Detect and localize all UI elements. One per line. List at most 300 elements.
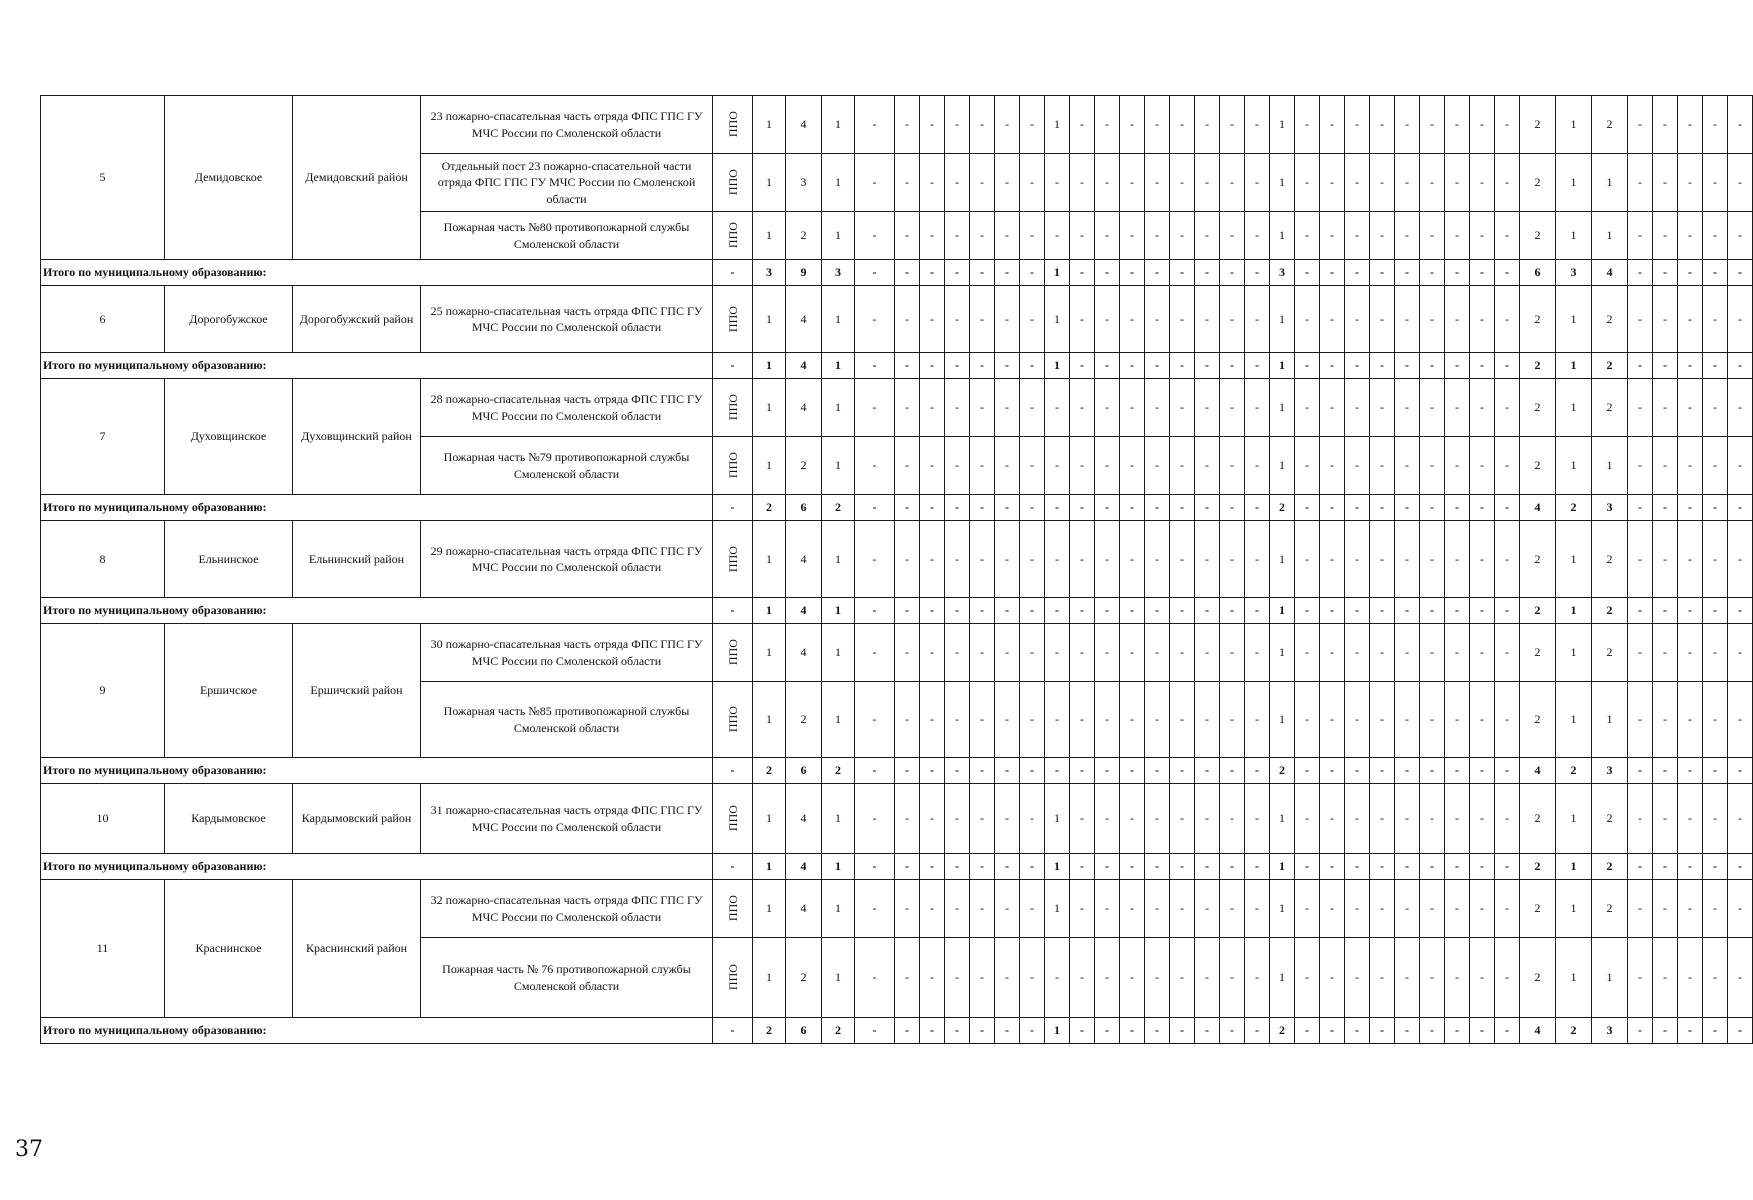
value-cell: - <box>995 521 1020 598</box>
total-value-cell: - <box>1120 1018 1145 1044</box>
value-cell: - <box>1395 437 1420 495</box>
value-cell: 2 <box>1592 521 1628 598</box>
value-cell: - <box>1370 624 1395 682</box>
total-value-cell: 2 <box>1592 854 1628 880</box>
value-cell: 1 <box>1556 682 1592 758</box>
total-value-cell: 4 <box>786 598 822 624</box>
total-value-cell: 2 <box>1520 353 1556 379</box>
value-cell: - <box>1320 938 1345 1018</box>
total-value-cell: - <box>1420 260 1445 286</box>
total-value-cell: - <box>1678 260 1703 286</box>
value-cell: - <box>1320 521 1345 598</box>
value-cell: - <box>1045 624 1070 682</box>
value-cell: - <box>1195 96 1220 154</box>
value-cell: - <box>1495 154 1520 212</box>
value-cell: - <box>1195 521 1220 598</box>
value-cell: - <box>1470 286 1495 353</box>
total-value-cell: 6 <box>786 495 822 521</box>
value-cell: - <box>1070 784 1095 854</box>
value-cell: - <box>1145 96 1170 154</box>
value-cell: - <box>995 784 1020 854</box>
unit-name: Пожарная часть №80 противопожарной службы Смоленской области <box>421 212 713 260</box>
total-value-cell: - <box>1345 1018 1370 1044</box>
value-cell: - <box>1170 624 1195 682</box>
value-cell: - <box>1120 286 1145 353</box>
total-value-cell: - <box>1345 260 1370 286</box>
value-cell: - <box>1095 880 1120 938</box>
total-value-cell: - <box>1220 854 1245 880</box>
value-cell: - <box>1220 624 1245 682</box>
value-cell: - <box>1678 96 1703 154</box>
value-cell: - <box>920 212 945 260</box>
value-cell: - <box>1320 379 1345 437</box>
value-cell: - <box>1145 286 1170 353</box>
value-cell: - <box>1170 880 1195 938</box>
total-value-cell: - <box>1195 854 1220 880</box>
total-value-cell: - <box>855 758 895 784</box>
value-cell: - <box>995 437 1020 495</box>
unit-type <box>713 938 753 1018</box>
value-cell: - <box>945 286 970 353</box>
value-cell: - <box>1703 379 1728 437</box>
total-value-cell: - <box>1495 495 1520 521</box>
total-value-cell: 1 <box>1045 1018 1070 1044</box>
value-cell: - <box>895 784 920 854</box>
value-cell: - <box>1470 154 1495 212</box>
value-cell: 1 <box>753 286 786 353</box>
page-number-handwritten: 37 <box>15 1137 43 1162</box>
value-cell: - <box>895 521 920 598</box>
total-value-cell: - <box>1220 260 1245 286</box>
total-value-cell: - <box>1145 854 1170 880</box>
total-label: Итого по муниципальному образованию: <box>41 353 713 379</box>
value-cell: - <box>1470 624 1495 682</box>
total-value-cell: - <box>713 758 753 784</box>
value-cell: - <box>1020 154 1045 212</box>
total-value-cell: - <box>1320 598 1345 624</box>
value-cell: - <box>1628 286 1653 353</box>
total-value-cell: - <box>970 353 995 379</box>
value-cell: - <box>1220 880 1245 938</box>
value-cell: - <box>1728 521 1753 598</box>
total-label: Итого по муниципальному образованию: <box>41 758 713 784</box>
total-value-cell: - <box>895 758 920 784</box>
value-cell: - <box>1170 286 1195 353</box>
unit-name: 25 пожарно-спасательная часть отряда ФПС ГПС ГУ МЧС России по Смоленской области <box>421 286 713 353</box>
value-cell: - <box>1195 682 1220 758</box>
total-value-cell: - <box>1145 495 1170 521</box>
total-value-cell: - <box>1120 495 1145 521</box>
value-cell: 1 <box>822 521 855 598</box>
value-cell: - <box>895 212 920 260</box>
total-value-cell: - <box>1420 758 1445 784</box>
row-number: 9 <box>41 624 165 758</box>
value-cell: - <box>855 521 895 598</box>
total-value-cell: - <box>1195 598 1220 624</box>
total-value-cell: 2 <box>822 758 855 784</box>
value-cell: - <box>1195 286 1220 353</box>
value-cell: - <box>945 682 970 758</box>
unit-type-label: ППО <box>725 805 740 832</box>
total-value-cell: - <box>1678 495 1703 521</box>
unit-type-label: ППО <box>725 394 740 421</box>
value-cell: 2 <box>1592 784 1628 854</box>
value-cell: - <box>1420 212 1445 260</box>
row-number: 11 <box>41 880 165 1018</box>
value-cell: - <box>1295 624 1320 682</box>
value-cell: - <box>1678 437 1703 495</box>
value-cell: - <box>1170 212 1195 260</box>
total-value-cell: - <box>1145 758 1170 784</box>
value-cell: - <box>1070 521 1095 598</box>
total-value-cell: - <box>970 260 995 286</box>
value-cell: - <box>1395 624 1420 682</box>
value-cell: - <box>1170 682 1195 758</box>
value-cell: - <box>1420 437 1445 495</box>
total-value-cell: - <box>1395 758 1420 784</box>
unit-name: Пожарная часть №85 противопожарной службы Смоленской области <box>421 682 713 758</box>
total-value-cell: - <box>1470 1018 1495 1044</box>
total-value-cell: - <box>1195 1018 1220 1044</box>
total-value-cell: - <box>1445 260 1470 286</box>
value-cell: - <box>1345 212 1370 260</box>
value-cell: 2 <box>1520 682 1556 758</box>
value-cell: - <box>855 96 895 154</box>
value-cell: - <box>1678 624 1703 682</box>
value-cell: - <box>1245 437 1270 495</box>
total-value-cell: 1 <box>1556 854 1592 880</box>
value-cell: 1 <box>753 379 786 437</box>
total-value-cell: 1 <box>753 854 786 880</box>
value-cell: - <box>1370 938 1395 1018</box>
row-number: 8 <box>41 521 165 598</box>
total-value-cell: - <box>945 260 970 286</box>
value-cell: - <box>1470 938 1495 1018</box>
value-cell: - <box>1495 624 1520 682</box>
value-cell: - <box>855 624 895 682</box>
total-value-cell: - <box>920 854 945 880</box>
total-value-cell: - <box>1470 495 1495 521</box>
value-cell: - <box>1728 784 1753 854</box>
value-cell: 1 <box>753 880 786 938</box>
value-cell: - <box>945 880 970 938</box>
unit-type-label: ППО <box>725 169 740 196</box>
value-cell: - <box>1420 521 1445 598</box>
value-cell: 4 <box>786 784 822 854</box>
value-cell: - <box>1678 880 1703 938</box>
total-value-cell: - <box>895 260 920 286</box>
value-cell: 1 <box>1270 784 1295 854</box>
value-cell: - <box>895 379 920 437</box>
value-cell: 1 <box>1592 682 1628 758</box>
value-cell: 1 <box>753 624 786 682</box>
total-value-cell: 2 <box>753 495 786 521</box>
value-cell: - <box>945 624 970 682</box>
total-value-cell: - <box>1470 758 1495 784</box>
total-value-cell: - <box>713 1018 753 1044</box>
total-value-cell: - <box>1420 495 1445 521</box>
total-value-cell: - <box>1653 260 1678 286</box>
total-value-cell: - <box>1070 758 1095 784</box>
value-cell: - <box>1370 437 1395 495</box>
total-value-cell: 3 <box>822 260 855 286</box>
value-cell: - <box>945 938 970 1018</box>
total-value-cell: - <box>1728 854 1753 880</box>
total-row <box>41 260 1753 286</box>
value-cell: - <box>1678 286 1703 353</box>
value-cell: - <box>1728 379 1753 437</box>
value-cell: - <box>1345 379 1370 437</box>
value-cell: - <box>1320 624 1345 682</box>
value-cell: - <box>1345 938 1370 1018</box>
value-cell: - <box>970 379 995 437</box>
value-cell: 2 <box>786 682 822 758</box>
total-value-cell: - <box>1070 1018 1095 1044</box>
value-cell: - <box>1395 682 1420 758</box>
value-cell: - <box>1395 880 1420 938</box>
value-cell: - <box>1495 379 1520 437</box>
unit-type-label: ППО <box>725 452 740 479</box>
total-value-cell: - <box>1370 854 1395 880</box>
total-value-cell: - <box>1320 758 1345 784</box>
total-value-cell: - <box>1070 353 1095 379</box>
total-value-cell: - <box>1678 758 1703 784</box>
value-cell: 1 <box>1556 96 1592 154</box>
total-value-cell: - <box>1678 598 1703 624</box>
unit-type-label: ППО <box>725 111 740 138</box>
total-value-cell: 1 <box>1045 260 1070 286</box>
total-value-cell: - <box>1170 495 1195 521</box>
value-cell: - <box>1245 682 1270 758</box>
total-value-cell: 2 <box>1520 854 1556 880</box>
total-value-cell: 4 <box>1520 758 1556 784</box>
total-value-cell: - <box>1170 598 1195 624</box>
value-cell: - <box>945 212 970 260</box>
value-cell: - <box>1628 212 1653 260</box>
value-cell: - <box>1095 682 1120 758</box>
settlement-name: Ельнинское <box>165 521 293 598</box>
total-value-cell: - <box>1728 353 1753 379</box>
value-cell: - <box>1653 880 1678 938</box>
value-cell: - <box>1628 379 1653 437</box>
value-cell: 4 <box>786 96 822 154</box>
total-value-cell: 1 <box>1270 353 1295 379</box>
value-cell: - <box>1145 212 1170 260</box>
value-cell: - <box>855 784 895 854</box>
total-value-cell: - <box>1220 1018 1245 1044</box>
value-cell: - <box>920 521 945 598</box>
value-cell: - <box>1628 96 1653 154</box>
total-value-cell: - <box>995 758 1020 784</box>
value-cell: 2 <box>1520 938 1556 1018</box>
value-cell: - <box>1245 938 1270 1018</box>
district-name: Ершичский район <box>293 624 421 758</box>
value-cell: - <box>1320 154 1345 212</box>
value-cell: - <box>1703 880 1728 938</box>
value-cell: 1 <box>822 682 855 758</box>
value-cell: - <box>1420 938 1445 1018</box>
settlement-name: Дорогобужское <box>165 286 293 353</box>
total-value-cell: - <box>1095 598 1120 624</box>
value-cell: - <box>855 437 895 495</box>
total-value-cell: - <box>855 1018 895 1044</box>
value-cell: 1 <box>1556 880 1592 938</box>
total-value-cell: 2 <box>822 1018 855 1044</box>
value-cell: - <box>1145 521 1170 598</box>
value-cell: - <box>1120 682 1145 758</box>
value-cell: 4 <box>786 624 822 682</box>
total-value-cell: 2 <box>1592 598 1628 624</box>
total-value-cell: - <box>945 1018 970 1044</box>
total-value-cell: - <box>1070 260 1095 286</box>
total-value-cell: - <box>713 260 753 286</box>
total-value-cell: - <box>855 260 895 286</box>
total-value-cell: 1 <box>1556 353 1592 379</box>
total-value-cell: 1 <box>1270 598 1295 624</box>
unit-name: Пожарная часть №79 противопожарной службы Смоленской области <box>421 437 713 495</box>
total-value-cell: - <box>1628 260 1653 286</box>
value-cell: - <box>945 379 970 437</box>
value-cell: - <box>995 682 1020 758</box>
value-cell: 2 <box>786 212 822 260</box>
value-cell: 1 <box>1045 96 1070 154</box>
value-cell: 1 <box>1270 286 1295 353</box>
total-value-cell: - <box>1170 260 1195 286</box>
value-cell: - <box>1703 521 1728 598</box>
value-cell: - <box>1445 624 1470 682</box>
value-cell: 1 <box>1270 379 1295 437</box>
value-cell: - <box>1370 96 1395 154</box>
value-cell: - <box>1070 437 1095 495</box>
value-cell: - <box>1095 154 1120 212</box>
value-cell: - <box>1220 938 1245 1018</box>
value-cell: 2 <box>1592 379 1628 437</box>
value-cell: - <box>855 154 895 212</box>
unit-type-label: ППО <box>725 639 740 666</box>
value-cell: - <box>895 880 920 938</box>
value-cell: - <box>1653 624 1678 682</box>
value-cell: - <box>1220 286 1245 353</box>
total-row <box>41 854 1753 880</box>
total-value-cell: 2 <box>753 1018 786 1044</box>
total-value-cell: - <box>1020 353 1045 379</box>
value-cell: - <box>1045 379 1070 437</box>
total-value-cell: - <box>1320 1018 1345 1044</box>
value-cell: 1 <box>753 784 786 854</box>
value-cell: 1 <box>1556 154 1592 212</box>
value-cell: - <box>1020 624 1045 682</box>
total-value-cell: - <box>920 1018 945 1044</box>
value-cell: - <box>1445 212 1470 260</box>
value-cell: - <box>1703 286 1728 353</box>
total-value-cell: - <box>995 598 1020 624</box>
total-value-cell: - <box>1170 1018 1195 1044</box>
value-cell: - <box>1320 682 1345 758</box>
value-cell: - <box>1678 784 1703 854</box>
value-cell: - <box>1345 286 1370 353</box>
value-cell: 2 <box>1592 286 1628 353</box>
row-number: 5 <box>41 96 165 260</box>
unit-type-label: ППО <box>725 706 740 733</box>
unit-type <box>713 286 753 353</box>
total-value-cell: 2 <box>822 495 855 521</box>
value-cell: - <box>1678 212 1703 260</box>
value-cell: - <box>1170 154 1195 212</box>
value-cell: - <box>1020 379 1045 437</box>
total-value-cell: - <box>895 854 920 880</box>
unit-name: 30 пожарно-спасательная часть отряда ФПС ГПС ГУ МЧС России по Смоленской области <box>421 624 713 682</box>
total-value-cell: - <box>1020 758 1045 784</box>
value-cell: - <box>895 437 920 495</box>
total-value-cell: - <box>1070 495 1095 521</box>
district-name: Духовщинский район <box>293 379 421 495</box>
value-cell: - <box>1703 154 1728 212</box>
unit-name: Отдельный пост 23 пожарно-спасательной части отряда ФПС ГПС ГУ МЧС России по Смоленской области <box>421 154 713 212</box>
value-cell: - <box>1295 286 1320 353</box>
value-cell: - <box>1245 212 1270 260</box>
value-cell: 1 <box>1270 938 1295 1018</box>
value-cell: - <box>1095 784 1120 854</box>
total-value-cell: - <box>1345 495 1370 521</box>
value-cell: - <box>1445 437 1470 495</box>
value-cell: - <box>1070 938 1095 1018</box>
value-cell: - <box>1728 96 1753 154</box>
value-cell: - <box>995 880 1020 938</box>
value-cell: - <box>1320 212 1345 260</box>
value-cell: - <box>1653 784 1678 854</box>
value-cell: - <box>945 784 970 854</box>
total-value-cell: - <box>895 353 920 379</box>
total-value-cell: - <box>1495 1018 1520 1044</box>
value-cell: 1 <box>1270 437 1295 495</box>
value-cell: 2 <box>1520 212 1556 260</box>
total-value-cell: - <box>1653 353 1678 379</box>
value-cell: 2 <box>1520 624 1556 682</box>
value-cell: 1 <box>822 96 855 154</box>
settlement-name: Духовщинское <box>165 379 293 495</box>
value-cell: 4 <box>786 521 822 598</box>
value-cell: - <box>1628 624 1653 682</box>
total-value-cell: - <box>1220 495 1245 521</box>
value-cell: - <box>1295 938 1320 1018</box>
value-cell: - <box>1445 96 1470 154</box>
value-cell: - <box>1070 682 1095 758</box>
total-value-cell: - <box>1120 353 1145 379</box>
value-cell: - <box>970 521 995 598</box>
value-cell: - <box>1470 880 1495 938</box>
value-cell: - <box>1445 938 1470 1018</box>
total-value-cell: - <box>1245 495 1270 521</box>
total-value-cell: - <box>1095 758 1120 784</box>
value-cell: 1 <box>822 437 855 495</box>
total-value-cell: - <box>1728 495 1753 521</box>
total-value-cell: 2 <box>1556 1018 1592 1044</box>
value-cell: - <box>1220 682 1245 758</box>
value-cell: 2 <box>1520 286 1556 353</box>
total-value-cell: - <box>1345 598 1370 624</box>
value-cell: - <box>1470 212 1495 260</box>
unit-name: 29 пожарно-спасательная часть отряда ФПС ГПС ГУ МЧС России по Смоленской области <box>421 521 713 598</box>
total-value-cell: 6 <box>1520 260 1556 286</box>
value-cell: - <box>1445 154 1470 212</box>
total-value-cell: - <box>1095 1018 1120 1044</box>
value-cell: - <box>945 96 970 154</box>
value-cell: 1 <box>822 286 855 353</box>
value-cell: - <box>1420 379 1445 437</box>
value-cell: - <box>1095 286 1120 353</box>
value-cell: - <box>1703 938 1728 1018</box>
value-cell: - <box>1470 96 1495 154</box>
